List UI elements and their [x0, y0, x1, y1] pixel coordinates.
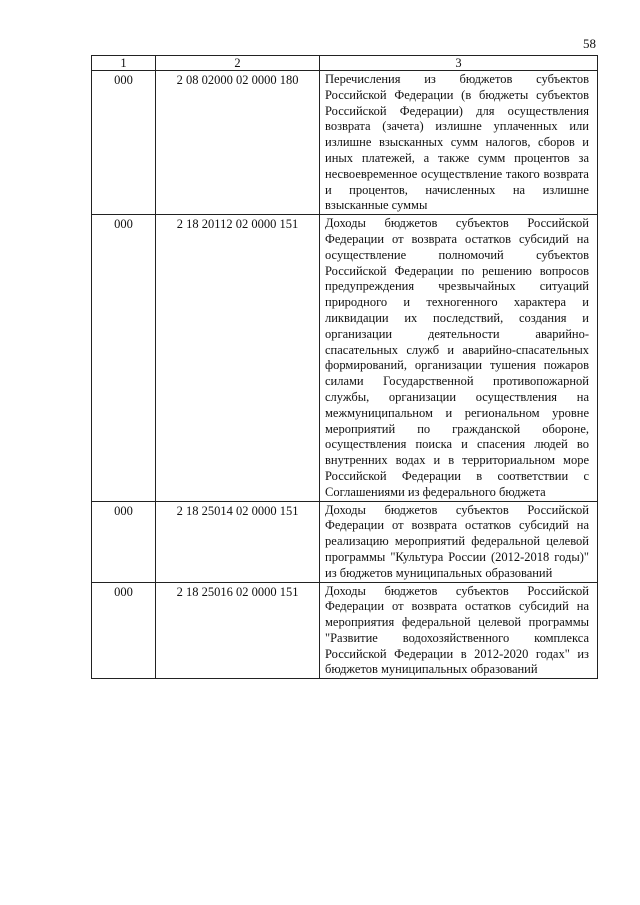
- page-number: 58: [583, 36, 596, 51]
- admin-code-cell: 000: [92, 501, 156, 582]
- description-cell: Доходы бюджетов субъектов Российской Федерации от возврата остатков субсидий на осуществление полномочий субъектов Российской Федерации по решению вопросов предупреждения чрезвычайных ситуаций природного и техногенного характера и ликвидации их последствий, создания и организации деятельности аварийно-спасательных служб и аварийно-спасательных формирований, организации тушения пожаров силами Государственной противопожарной службы, организации осуществления на межмуниципальном и региональном уровне мероприятий по гражданской обороне, осуществления поиска и спасения людей во внутренних водах и в территориальном море Российской Федерации в соответствии с Соглашениями из федерального бюджета: [320, 215, 598, 501]
- description-cell: Доходы бюджетов субъектов Российской Федерации от возврата остатков субсидий на реализацию мероприятий федеральной целевой программы "Культура России (2012-2018 годы)" из бюджетов муниципальных образований: [320, 501, 598, 582]
- table-header-row: [92, 56, 598, 71]
- table-row: [92, 215, 598, 501]
- description-cell: Доходы бюджетов субъектов Российской Федерации от возврата остатков субсидий на мероприятия федеральной целевой программы "Развитие водохозяйственного комплекса Российской Федерации в 2012-2020 годах" из бюджетов муниципальных образований: [320, 582, 598, 679]
- column-header-1: 1: [92, 56, 156, 71]
- table-row: [92, 501, 598, 582]
- kbk-code-cell: 2 18 25016 02 0000 151: [156, 582, 320, 679]
- admin-code-cell: 000: [92, 215, 156, 501]
- table-row: [92, 582, 598, 679]
- budget-classification-table-wrap: [91, 55, 597, 679]
- kbk-code-cell: 2 18 20112 02 0000 151: [156, 215, 320, 501]
- description-cell: Перечисления из бюджетов субъектов Российской Федерации (в бюджеты субъектов Российской Федерации) для осуществления возврата (зачета) излишне уплаченных или излишне взысканных сумм налогов, сборов и иных платежей, а также сумм процентов за несвоевременное осуществление такого возврата и процентов, начисленных на излишне взысканные суммы: [320, 71, 598, 215]
- admin-code-cell: 000: [92, 71, 156, 215]
- kbk-code-cell: 2 18 25014 02 0000 151: [156, 501, 320, 582]
- admin-code-cell: 000: [92, 582, 156, 679]
- kbk-code-cell: 2 08 02000 02 0000 180: [156, 71, 320, 215]
- table-row: [92, 71, 598, 215]
- budget-classification-table: [91, 55, 598, 679]
- column-header-3: 3: [320, 56, 598, 71]
- column-header-2: 2: [156, 56, 320, 71]
